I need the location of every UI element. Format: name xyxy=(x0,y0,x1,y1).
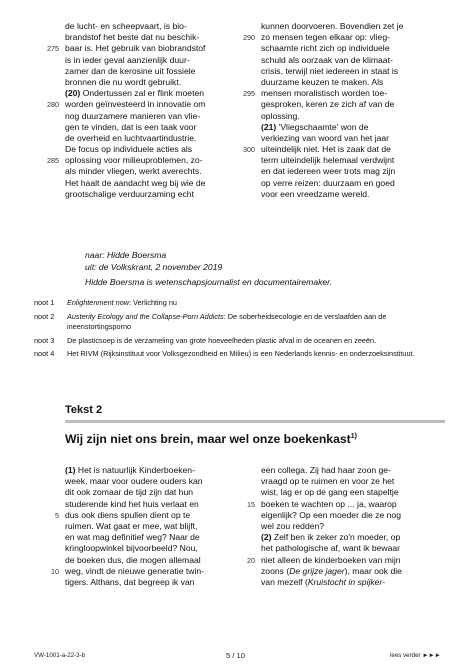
section-divider xyxy=(65,420,445,423)
italic-title: Kruistocht in spijker- xyxy=(307,576,386,587)
line-number: 295 xyxy=(243,89,255,99)
text-line xyxy=(261,21,441,32)
line-text: term uiteindelijk helemaal verdwijnt xyxy=(261,155,395,166)
footnote xyxy=(34,336,444,346)
line-text: zoons ( xyxy=(261,565,290,576)
line-text: de lucht- en scheepvaart, is bio- xyxy=(65,21,187,31)
line-text: Ondertussen zal er flink moeten xyxy=(82,88,205,99)
line-text: duurzame keuzen te maken. Als xyxy=(261,76,384,87)
line-number: 275 xyxy=(47,44,59,54)
line-text: Zelf ben ik zeker zo'n moeder, op xyxy=(273,532,401,543)
text-line xyxy=(261,43,441,54)
line-text: baar is. Het gebruik van biobrandstof xyxy=(65,43,206,54)
text-line xyxy=(261,476,441,487)
text-line xyxy=(47,155,225,166)
line-text: gen te vinden, dat is een taak voor xyxy=(65,121,197,132)
source-publication: uit: de Volkskrant, 2 november 2019 xyxy=(85,261,223,272)
line-text: oplossing voor milieuproblemen, zo- xyxy=(65,155,203,166)
line-text: kunnen doorvoeren. Bovendien zet je xyxy=(261,21,404,31)
continue-indicator: lees verder ►►► xyxy=(390,652,441,659)
text-line xyxy=(243,32,441,43)
text-line xyxy=(65,21,225,32)
line-number: 15 xyxy=(247,499,255,509)
exam-code: VW-1001-a-22-3-b xyxy=(34,652,86,659)
text-line xyxy=(261,55,441,66)
page-number: 5 / 10 xyxy=(226,651,245,660)
text-line xyxy=(261,532,441,543)
footnote xyxy=(34,312,444,333)
line-text: de boeken dus, die mogen allemaal xyxy=(65,554,201,565)
line-text: als minder vliegen, werkt averechts. xyxy=(65,166,202,177)
text-line xyxy=(261,487,441,498)
line-text: oplossing. xyxy=(261,110,300,121)
line-number: 290 xyxy=(243,33,255,43)
article2-left-column xyxy=(51,465,235,588)
footnote-label: noot 3 xyxy=(34,335,55,345)
line-number: 5 xyxy=(55,510,59,520)
article-title xyxy=(65,432,357,446)
line-text: gesproken, keren ze zich af van de xyxy=(261,99,395,110)
text-line xyxy=(65,577,235,588)
text-line xyxy=(261,566,441,577)
line-text: is in ieder geval aanzienlijk duur- xyxy=(65,54,190,65)
text-line xyxy=(261,99,441,110)
footnote-label: noot 4 xyxy=(34,349,55,359)
text-line xyxy=(65,476,235,487)
article-title-footnote-ref: 1) xyxy=(350,432,357,440)
line-text: het pathologische af, want ik bewaar xyxy=(261,543,401,554)
text-line xyxy=(261,189,441,200)
line-text: wist, lag er op de gang een stapeltje xyxy=(261,487,399,498)
footnote-text: : De soberheidsecologie en de verslaafden aan de ineenstortingsporno xyxy=(67,311,387,331)
text-line xyxy=(65,133,225,144)
text-line xyxy=(65,189,225,200)
footnotes xyxy=(34,298,444,363)
section-label: Tekst 2 xyxy=(65,404,103,416)
line-text: wel zou redden? xyxy=(261,520,325,531)
footnote-label: noot 2 xyxy=(34,311,55,321)
line-text: voor een vreedzame wereld. xyxy=(261,188,370,199)
line-text: ruimen. Wat gaat er mee, wat blijft, xyxy=(65,520,198,531)
footnote-title: Austerity Ecology and the Collapse-Porn Addicts xyxy=(67,311,224,321)
line-text: bronnen die nu wordt gebruikt. xyxy=(65,76,182,87)
text-line xyxy=(65,166,225,177)
line-text: een collega. Zij had haar zoon ge- xyxy=(261,465,391,475)
text-line xyxy=(261,521,441,532)
text-line xyxy=(261,465,441,476)
text-line xyxy=(261,111,441,122)
paragraph-number: (1) xyxy=(65,465,76,475)
text-line xyxy=(261,510,441,521)
paragraph-number: (21) xyxy=(261,121,277,132)
text-line xyxy=(261,166,441,177)
text-line xyxy=(65,465,235,476)
footnote xyxy=(34,298,444,308)
footnote-title: Enlightenment now xyxy=(67,298,130,307)
line-text: dit ook zomaar de tijd zijn dat hun xyxy=(65,487,194,498)
text-line xyxy=(65,88,225,99)
text-line xyxy=(65,144,225,155)
footnote xyxy=(34,349,444,359)
text-line xyxy=(261,77,441,88)
line-text: vraagd op te ruimen en voor ze het xyxy=(261,476,395,487)
article2-right-column xyxy=(247,465,441,588)
line-text: week, maar voor oudere ouders kan xyxy=(65,476,203,487)
line-text: op verre reizen: duurzaam en goed xyxy=(261,177,395,188)
text-line xyxy=(47,99,225,110)
line-number: 280 xyxy=(47,100,59,110)
line-text: schaamte richt zich op individuele xyxy=(261,43,390,54)
line-text: eigenlijk? Op een moeder die ze nog xyxy=(261,509,401,520)
text-line xyxy=(65,66,225,77)
text-line xyxy=(65,111,225,122)
footnote-text: De plasticsoep is de verzameling van grote hoeveelheden plastic afval in de oceanen en zeeën. xyxy=(67,335,377,345)
line-text: kringloopwinkel bijvoorbeeld? Nou, xyxy=(65,543,198,554)
text-line xyxy=(247,498,441,510)
article-title-text: Wij zijn niet ons brein, maar wel onze boekenkast xyxy=(65,432,351,446)
text-line xyxy=(65,122,225,133)
text-line xyxy=(55,509,235,521)
text-line xyxy=(65,499,235,510)
text-line xyxy=(65,555,235,566)
italic-title: De grijze jager xyxy=(289,565,345,576)
line-text: zo mensen tegen elkaar op: vlieg- xyxy=(261,32,390,43)
source-author: naar: Hidde Boersma xyxy=(85,250,167,260)
line-text: nog duurzamere manieren van vlie- xyxy=(65,110,201,121)
text-line xyxy=(243,144,441,155)
line-text: Het haalt de aandacht weg bij wie de xyxy=(65,177,206,188)
line-text: van mezelf ( xyxy=(261,576,308,587)
footnote-text: : Verlichting nu xyxy=(129,298,177,307)
line-text: crisis, terwijl niet iedereen in staat is xyxy=(261,65,399,76)
line-text: worden geïnvesteerd in innovatie om xyxy=(65,99,206,110)
text-line xyxy=(51,565,235,577)
line-text: verkiezing van woord van het jaar xyxy=(261,132,390,143)
author-note: Hidde Boersma is wetenschapsjournalist en documentairemaker. xyxy=(85,277,333,287)
paragraph-number: (2) xyxy=(261,532,272,543)
line-text-end: ), maar ook die xyxy=(344,565,402,576)
line-text: Het is natuurlijk Kinderboeken- xyxy=(77,465,195,475)
text-line xyxy=(65,487,235,498)
line-number: 20 xyxy=(247,555,255,565)
text-line xyxy=(261,543,441,554)
text-line xyxy=(65,521,235,532)
line-text: boeken te wachten op ... ja, waarop xyxy=(261,498,397,509)
line-text: brandstof het beste dat nu beschik- xyxy=(65,32,200,43)
text-line xyxy=(261,155,441,166)
line-text: schuld als oorzaak van de klimaat- xyxy=(261,54,393,65)
line-text: niet alleen de kinderboeken van mijn xyxy=(261,554,401,565)
line-number: 285 xyxy=(47,156,59,166)
line-number: 10 xyxy=(51,566,59,576)
line-text: grootschalige verduurzaming echt xyxy=(65,188,194,199)
footnote-label: noot 1 xyxy=(34,298,55,307)
footnote-text: Het RIVM (Rijksinstituut voor Volksgezondheid en Milieu) is een Nederlands kennis- en onderzoeksinstituut. xyxy=(67,349,415,359)
text-line xyxy=(261,577,441,588)
text-line xyxy=(65,178,225,189)
line-text: en dat iedereen weer trots mag zijn xyxy=(261,166,396,177)
line-text: dus ook diens spullen dient op te xyxy=(65,509,191,520)
source-citation xyxy=(85,250,222,273)
text-line xyxy=(65,532,235,543)
text-line xyxy=(261,178,441,189)
line-text: uiteindelijk niet. Het is zaak dat de xyxy=(261,144,391,155)
text-line xyxy=(65,77,225,88)
line-text: De focus op individuele acties als xyxy=(65,144,193,155)
article1-right-column xyxy=(243,21,441,200)
line-text: tigers. Althans, dat begreep ik van xyxy=(65,576,195,587)
text-line xyxy=(47,43,225,54)
article1-left-column xyxy=(47,21,225,200)
line-text: mensen moralistisch worden toe- xyxy=(261,88,388,99)
text-line xyxy=(261,133,441,144)
text-line xyxy=(261,66,441,77)
line-number: 300 xyxy=(243,145,255,155)
line-text: zamer dan de kerosine uit fossiele xyxy=(65,65,196,76)
text-line xyxy=(247,554,441,566)
line-text: de overheid en luchtvaartindustrie. xyxy=(65,132,197,143)
text-line xyxy=(65,55,225,66)
line-text: studerende kind het huis verlaat en xyxy=(65,498,199,509)
text-line xyxy=(65,543,235,554)
text-line xyxy=(243,88,441,99)
line-text: 'Vliegschaamte' won de xyxy=(278,121,369,132)
text-line xyxy=(65,32,225,43)
line-text: weg, vindt de nieuwe generatie twin- xyxy=(65,565,205,576)
text-line xyxy=(261,122,441,133)
paragraph-number: (20) xyxy=(65,88,81,99)
line-text: en wat mag definitief weg? Naar de xyxy=(65,532,200,543)
